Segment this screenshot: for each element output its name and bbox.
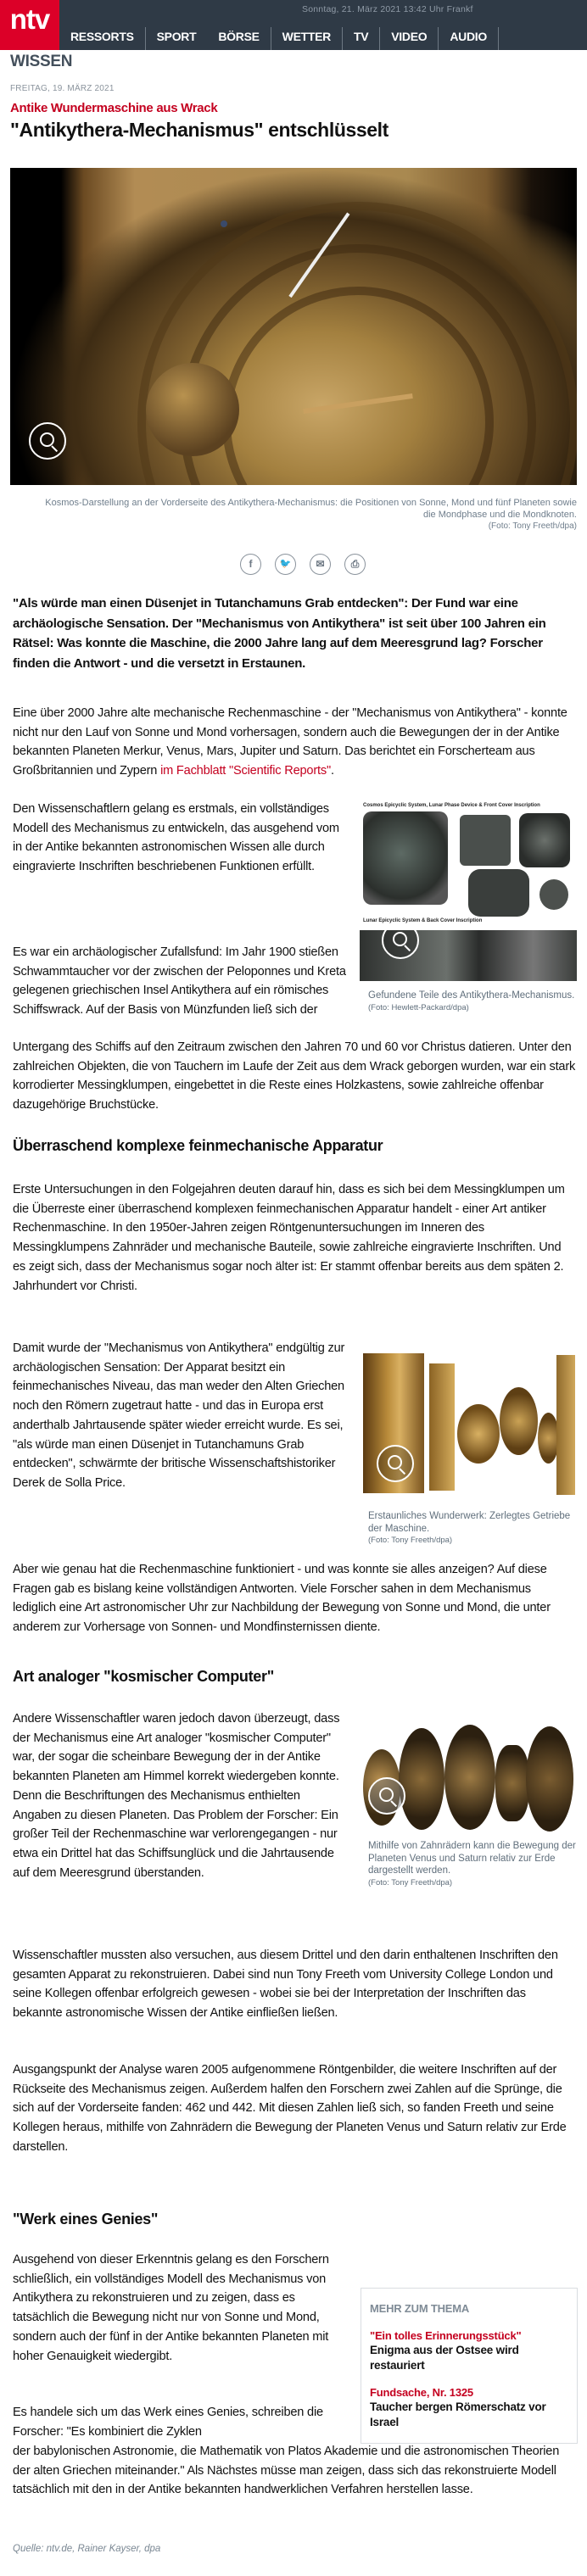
fragment-c [460, 815, 511, 866]
plate [429, 1363, 455, 1491]
nav-item-sport[interactable]: SPORT [156, 30, 197, 43]
article-teaser: "Als würde man einen Düsenjet in Tutanchamuns Grab entdecken": Der Fund war eine archäologische Sensation. Der "Mechanismus von Antikythera" ist seit über 100 Jahren ein Rätsel: Was konnte die Maschine, die 2000 Jahre lang auf dem Meeresgrund lag? Forscher finden die Antwort - und die versetzt in Erstaunen. [13, 596, 546, 671]
figure-zoom-button[interactable] [368, 1777, 405, 1815]
paragraph: Damit wurde der "Mechanismus von Antikythera" endgültig zur archäologischen Sensation: Der Apparat besitzt ein feinmechanisches Niveau, das man weder den Alten Griechen noch den Römern zugetraut hatte - und das in Europa erst anderthalb Jahrtausende später wieder erreicht wurde. Es sei, "als würde man einen Düsenjet in Tutanchamuns Grab entdecken", schwärmte der britische Wissenschaftshistoriker Derek de Solla Price. [13, 1341, 345, 1490]
subheading: Überraschend komplexe feinmechanische Apparatur [13, 1137, 383, 1154]
paragraph: Ausgehend von dieser Erkenntnis gelang es den Forschern schließlich, ein vollständiges Modell des Mechanismus von Antikythera zu rekonstruieren und zu zeigen, dass es tatsächlich die Bewegung nicht nur von Sonne und Mond, sondern auch der fünf in der Antike bekannten Planeten mit hoher Genauigkeit wiedergibt. [13, 2253, 329, 2363]
related-item-title[interactable]: Enigma aus der Ostsee wird restauriert [370, 2344, 519, 2372]
gear [500, 1387, 538, 1455]
subheading: Art analoger "kosmischer Computer" [13, 1668, 274, 1685]
share-bar [240, 554, 366, 575]
ntv-logo[interactable]: ntv [0, 0, 59, 50]
nav-item-video[interactable]: VIDEO [380, 27, 439, 50]
hero-zoom-button[interactable] [29, 422, 66, 460]
planet-marker [221, 220, 227, 227]
subheading: "Werk eines Genies" [13, 2211, 159, 2228]
fragment-c2 [519, 813, 570, 867]
nav-item-boerse[interactable]: BÖRSE [207, 27, 271, 50]
gears-image[interactable] [360, 1345, 577, 1502]
facebook-icon[interactable]: f [240, 554, 261, 575]
hero-image[interactable] [10, 168, 577, 485]
gear [399, 1728, 444, 1830]
sun-sphere [146, 363, 239, 456]
paragraph: Erste Untersuchungen in den Folgejahren deuten darauf hin, dass es sich bei dem Messingklumpen um die Überreste einer überraschend komplexen feinmechanischen Apparatur handelt - einer Art antiker Rechenmaschine. In den 1950er-Jahren zeigen Röntgenuntersuchungen im Inneren des Messingklumpens Zahnräder und mechanische Bauteile, sowie zahlreiche eingravierte Inschriften. Und es zeigt sich, dass der Mechanismus sogar noch älter ist: Er stammt offenbar bereits aus dem späten 2. Jahrhundert vor Christi. [13, 1183, 565, 1293]
figure-credit: (Foto: Hewlett-Packard/dpa) [368, 1002, 469, 1012]
figure-zoom-button[interactable] [382, 930, 419, 959]
figure-gears-exploded [360, 1345, 577, 1546]
gear [495, 1745, 529, 1821]
article-date: FREITAG, 19. MÄRZ 2021 [10, 84, 115, 93]
paragraph: Ausgangspunkt der Analyse waren 2005 aufgenommene Röntgenbilder, die weitere Inschriften auf der Rückseite des Mechanismus zeigen. Außerdem halfen den Forschern zwei Zahlen auf die Sprünge, die sich auf der Vorderseite fanden: 462 und 442. Mit diesen Zahlen ließ sich, so fanden Freeth und seine Kollegen heraus, mithilfe von Zahnrädern die Bewegung der Planeten Venus und Saturn relativ zur Erde darstellen. [13, 2063, 567, 2154]
article-headline: "Antikythera-Mechanismus" entschlüsselt [10, 119, 389, 141]
paragraph: Aber wie genau hat die Rechenmaschine funktioniert - und was konnte sie alles anzeigen? Auf diese Fragen gab es bislang keine vollständigen Antworten. Viele Forscher sahen in dem Mechanismus lediglich eine Art astronomischer Uhr zur Nachbildung der Bewegung von Sonne und Mond, die unter anderem zur Vorhersage von Sonnen- und Mondfinsternissen diente. [13, 1563, 551, 1635]
mail-icon[interactable]: ✉ [310, 554, 331, 575]
magnifier-handle [404, 945, 411, 951]
related-item[interactable] [370, 2328, 568, 2373]
back-plate [556, 1355, 575, 1495]
paragraph: Es war ein archäologischer Zufallsfund: Im Jahr 1900 stießen Schwammtaucher vor der zwischen der Peloponnes und Kreta gelegenen griechischen Insel Antikythera auf ein römisches Schiffswrack. Auf der Basis von Münzfunden ließ sich der [13, 945, 346, 1018]
paragraph: Den Wissenschaftlern gelang es erstmals, ein vollständiges Modell des Mechanismus zu entwickeln, das ausgehend vom in der Antike bekannten astronomischen Wissen alle durch eingravierte Inschriften beschriebenen Funktionen erfüllt. [13, 802, 339, 874]
hero-credit: (Foto: Tony Freeth/dpa) [488, 521, 577, 531]
hero-caption [34, 497, 577, 532]
paragraph: Untergang des Schiffs auf den Zeitraum zwischen den Jahren 70 und 60 vor Christus datieren. Unter den zahlreichen Objekten, die von Tauchern im Laufe der Zeit aus dem Wrack geborgen wurden, war ein stark korrodierter Messingklumpen, eingebettet in die Reste eines Holzkastens, sowie zahlreiche offenbar dazugehörige Bruchstücke. [13, 1040, 576, 1112]
related-item-kicker[interactable]: Fundsache, Nr. 1325 [370, 2386, 473, 2399]
figure-caption: Gefundene Teile des Antikythera-Mechanismus. [368, 990, 575, 1001]
fragments-image[interactable] [360, 801, 577, 930]
figure-zoom-button[interactable] [377, 1445, 414, 1482]
current-datetime: Sonntag, 21. März 2021 13:42 Uhr Frankf [302, 4, 473, 14]
gear [444, 1725, 495, 1830]
figure-caption: Mithilfe von Zahnrädern kann die Bewegung der Planeten Venus und Saturn relativ zur Erde dargestellt werden. [368, 1841, 576, 1876]
paragraph: Andere Wissenschaftler waren jedoch davon überzeugt, dass der Mechanismus eine Art analoger "kosmischer Computer" war, der sogar die scheinbare Bewegung der in der Antike bekannten Planeten am Himmel korrekt wiedergeben konnte. Denn die Beschriftungen des Mechanismus enthielten Angaben zu diesen Planeten. Das Problem der Forscher: Ein großer Teil der Rechenmaschine war verlorengegangen - nur etwa ein Drittel hat das Schiffsunglück und die Jahrtausende auf dem Meeresgrund überstanden. [13, 1712, 340, 1880]
gear-assembly-image[interactable] [360, 1720, 577, 1832]
image-label: Cosmos Epicyclic System, Lunar Phase Device & Front Cover Inscription [363, 803, 540, 808]
twitter-icon[interactable]: 🐦 [275, 554, 296, 575]
hero-caption-text: Kosmos-Darstellung an der Vorderseite des Antikythera-Mechanismus: die Positionen von Sonne, Mond und fünf Planeten sowie die Mondphase und die Mondknoten. [45, 498, 577, 520]
figure-caption: Erstaunliches Wunderwerk: Zerlegtes Getriebe der Maschine. [368, 1511, 571, 1534]
figure-credit: (Foto: Tony Freeth/dpa) [368, 1877, 453, 1887]
related-item[interactable] [370, 2385, 568, 2430]
paragraph-text: . [330, 764, 334, 778]
scientific-reports-link[interactable]: im Fachblatt "Scientific Reports" [160, 764, 331, 778]
gear [457, 1404, 500, 1464]
section-label[interactable]: WISSEN [10, 53, 73, 70]
fragments-image-lower [360, 930, 577, 981]
related-articles-box [361, 2288, 578, 2444]
paragraph: Wissenschaftler mussten also versuchen, aus diesem Drittel und den darin enthaltenen Inschriften den gesamten Apparat zu rekonstruieren. Dabei sind nun Tony Freeth vom University College London und seine Kollegen offenbar erfolgreich gewesen - wobei sie bei der Interpretation der Inschriften das bekannte astronomische Wissen der Antike einfließen ließen. [13, 1949, 558, 2021]
nav-item-tv[interactable]: TV [343, 27, 380, 50]
print-icon[interactable]: ⎙ [344, 554, 366, 575]
magnifier-handle [390, 1800, 397, 1807]
related-title: MEHR ZUM THEMA [370, 2302, 470, 2315]
fragment-d [539, 879, 568, 910]
nav-item-ressorts[interactable]: RESSORTS [59, 27, 146, 50]
figure-gears-venus-saturn [360, 1720, 577, 1888]
related-item-kicker[interactable]: "Ein tolles Erinnerungsstück" [370, 2329, 522, 2342]
image-label: Lunar Epicyclic System & Back Cover Inscription [363, 918, 483, 923]
fragment-g [468, 869, 529, 917]
top-navigation-bar [0, 0, 587, 50]
nav-item-wetter[interactable]: WETTER [271, 27, 343, 50]
fragment-a [363, 811, 448, 905]
paragraph: Es handele sich um das Werk eines Genies, schreiben die Forscher: "Es kombiniert die Zyklen [13, 2406, 323, 2439]
paragraph [13, 704, 577, 781]
figure-credit: (Foto: Tony Freeth/dpa) [368, 1536, 453, 1545]
main-nav [59, 27, 499, 50]
paragraph-text: Eine über 2000 Jahre alte mechanische Rechenmaschine - der "Mechanismus von Antikythera" - konnte nicht nur den Lauf von Sonne und Mond vorhersagen, sondern auch die Bewegungen der in der Antike bekannten Planeten Merkur, Venus, Mars, Jupiter und Saturn. Das berichtet ein Forscherteam aus Großbritannien und Zypern [13, 706, 567, 778]
magnifier-handle [51, 445, 58, 452]
nav-item-audio[interactable]: AUDIO [439, 27, 499, 50]
gear [526, 1726, 573, 1832]
article-kicker: Antike Wundermaschine aus Wrack [10, 101, 218, 115]
figure-fragments [360, 801, 577, 1013]
magnifier-handle [399, 1468, 405, 1475]
paragraph: der babylonischen Astronomie, die Mathematik von Platos Akademie und die astronomischen Theorien der alten Griechen miteinander." Als Nächstes müsse man zeigen, dass sich das rekonstruierte Modell tatsächlich mit den in der Antike bekannten handwerklichen Verfahren herstellen lasse. [13, 2445, 560, 2497]
related-item-title[interactable]: Taucher bergen Römerschatz vor Israel [370, 2400, 546, 2428]
article-source: Quelle: ntv.de, Rainer Kayser, dpa [13, 2544, 161, 2554]
